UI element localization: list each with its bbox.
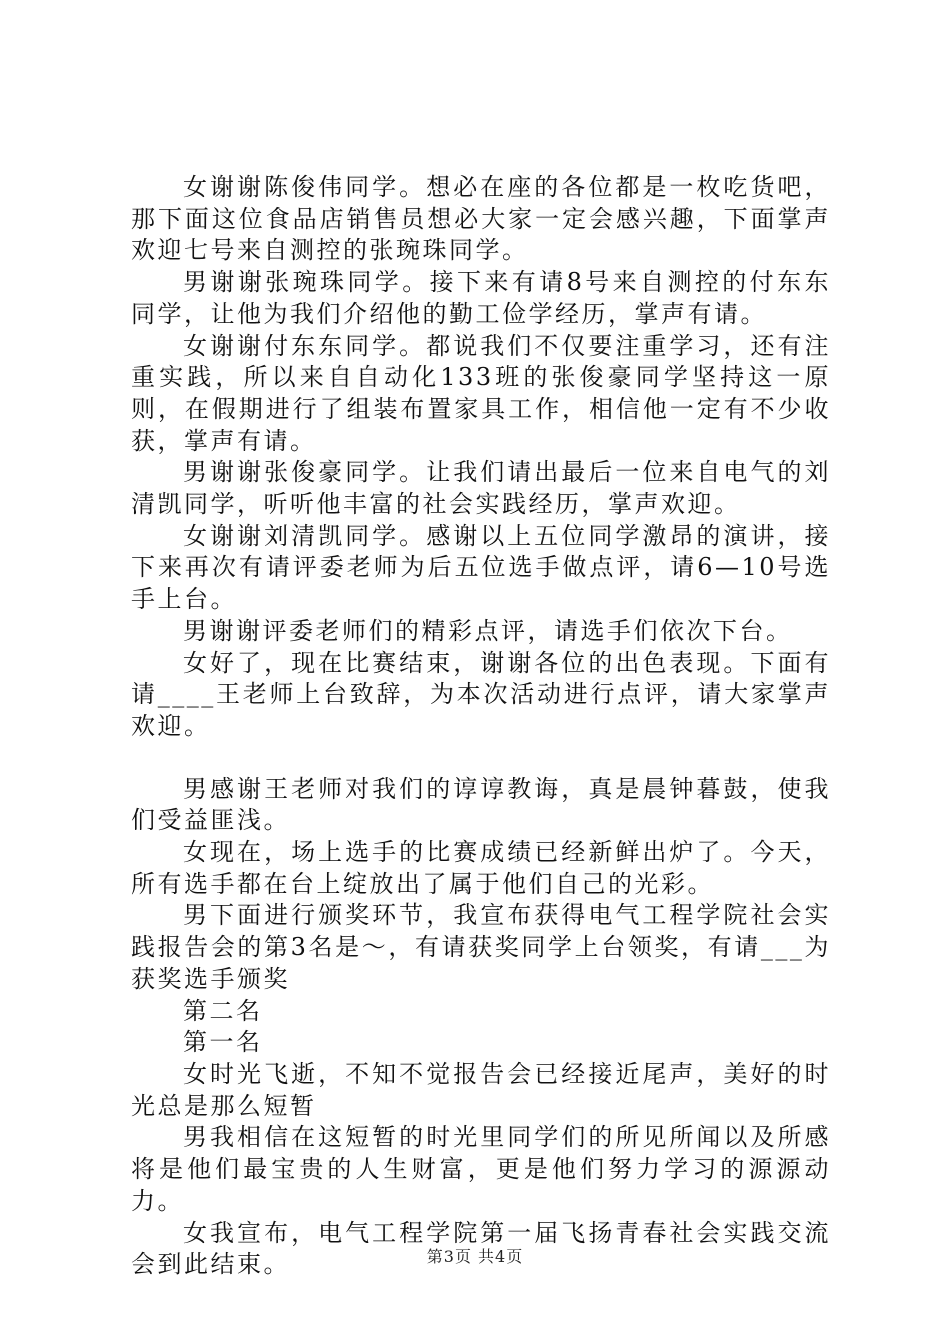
paragraph: 男我相信在这短暂的时光里同学们的所见所闻以及所感将是他们最宝贵的人生财富，更是他们努力学习的源源动力。 <box>131 1123 831 1215</box>
paragraph: 男谢谢评委老师们的精彩点评，请选手们依次下台。 <box>183 616 793 645</box>
page-footer: 第3页 共4页 <box>426 1247 524 1266</box>
paragraph: 男谢谢张俊豪同学。让我们请出最后一位来自电气的刘清凯同学，听听他丰富的社会实践经历，掌声欢迎。 <box>131 458 831 519</box>
paragraph: 男下面进行颁奖环节，我宣布获得电气工程学院社会实践报告会的第3名是～，有请获奖同学上台领奖，有请___为获奖选手颁奖 <box>131 901 831 993</box>
paragraph: 女现在，场上选手的比赛成绩已经新鲜出炉了。今天，所有选手都在台上绽放出了属于他们自己的光彩。 <box>131 838 831 898</box>
document-body <box>131 172 831 1281</box>
paragraph: 女谢谢付东东同学。都说我们不仅要注重学习，还有注重实践，所以来自自动化133班的张俊豪同学坚持这一原则，在假期进行了组装布置家具工作，相信他一定有不少收获，掌声有请。 <box>131 331 831 455</box>
paragraph: 第一名 <box>183 1028 263 1057</box>
paragraph: 男谢谢张琬珠同学。接下来有请8号来自测控的付东东同学，让他为我们介绍他的勤工俭学经历，掌声有请。 <box>131 268 831 328</box>
paragraph: 第二名 <box>183 996 263 1025</box>
paragraph: 女谢谢陈俊伟同学。想必在座的各位都是一枚吃货吧，那下面这位食品店销售员想必大家一定会感兴趣，下面掌声欢迎七号来自测控的张琬珠同学。 <box>131 173 831 265</box>
paragraph: 女好了，现在比赛结束，谢谢各位的出色表现。下面有请____王老师上台致辞，为本次活动进行点评，请大家掌声欢迎。 <box>131 648 831 740</box>
paragraph: 男感谢王老师对我们的谆谆教诲，真是晨钟暮鼓，使我们受益匪浅。 <box>131 774 831 835</box>
paragraph: 女时光飞逝，不知不觉报告会已经接近尾声，美好的时光总是那么短暂 <box>131 1059 831 1120</box>
paragraph: 女我宣布，电气工程学院第一届飞扬青春社会实践交流会到此结束。 <box>131 1218 831 1279</box>
paragraph: 女谢谢刘清凯同学。感谢以上五位同学激昂的演讲，接下来再次有请评委老师为后五位选手做点评，请6—10号选手上台。 <box>131 521 831 614</box>
